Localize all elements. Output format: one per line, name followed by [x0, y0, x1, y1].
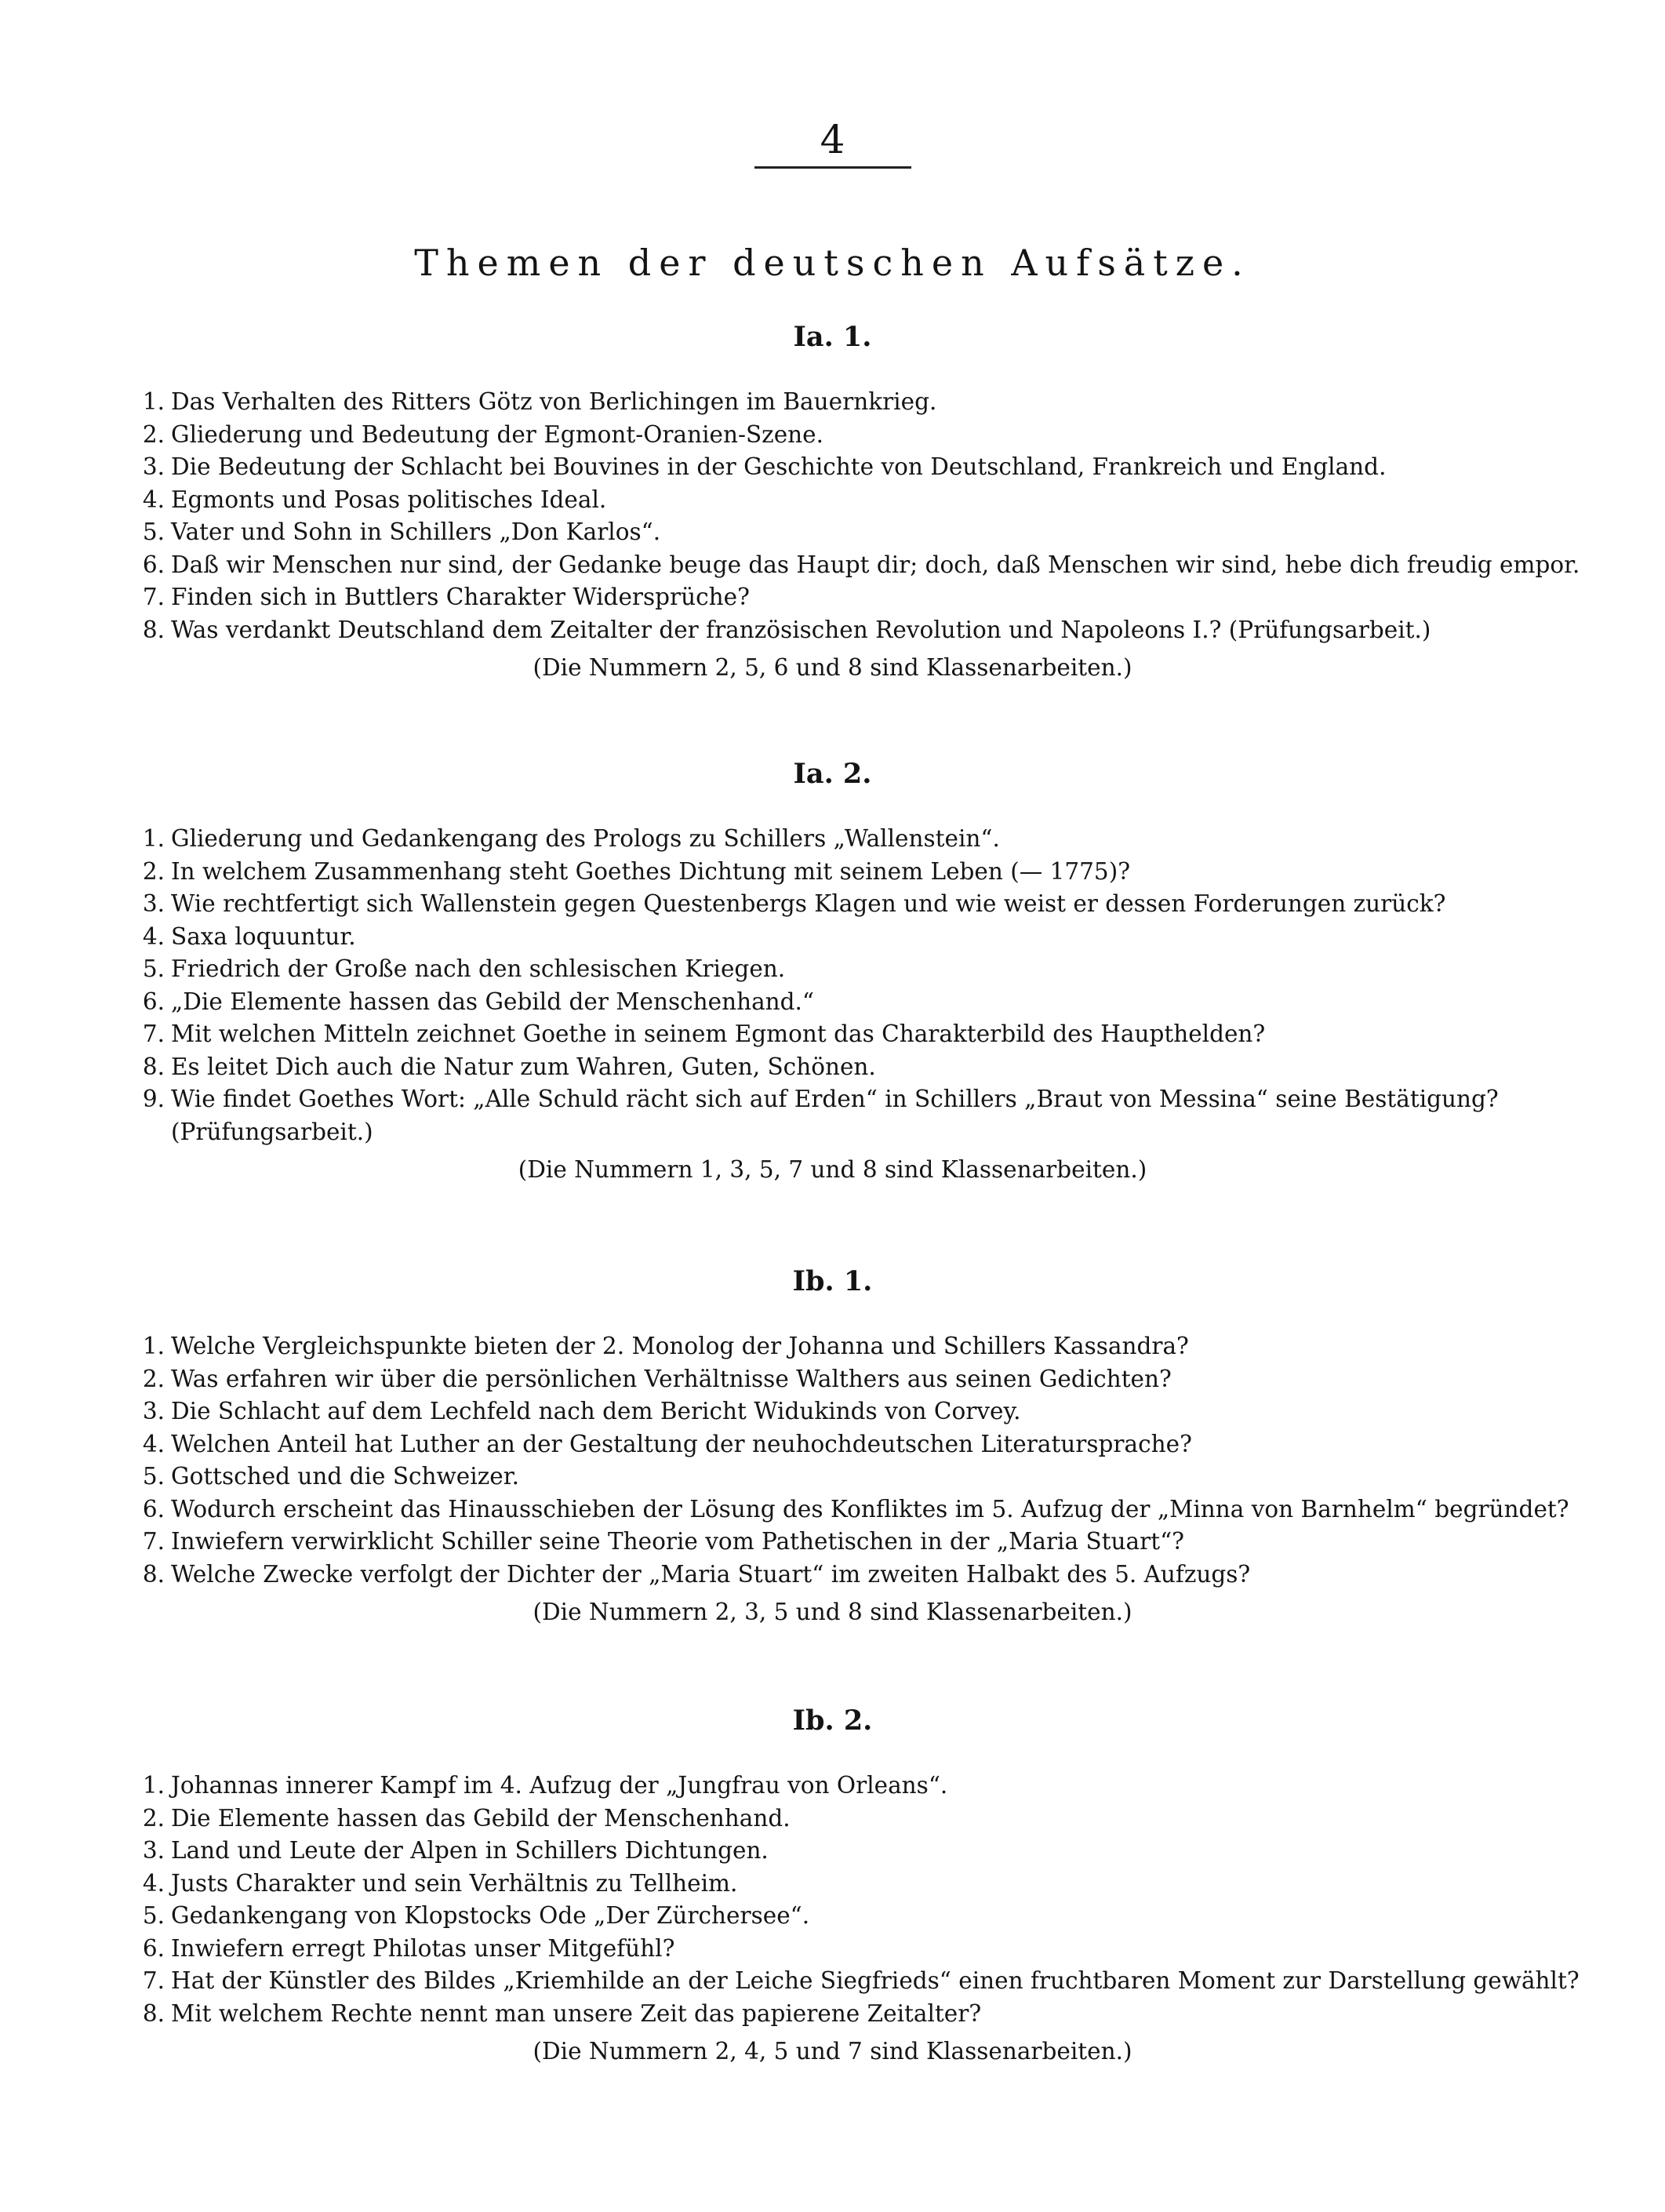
topic-number: 2.	[142, 1365, 165, 1392]
topic-text: Hat der Künstler des Bildes „Kriemhilde an der Leiche Siegfrieds“ einen fruchtbaren Moment zur Darstellung gewählt?	[171, 1967, 1580, 1994]
topic-list	[0, 386, 1665, 646]
topic-text: Johannas innerer Kampf im 4. Aufzug der „Jungfrau von Orleans“.	[171, 1772, 948, 1799]
topic-item	[0, 386, 1665, 419]
topic-text: Inwiefern erregt Philotas unser Mitgefühl?	[171, 1934, 675, 1962]
topic-number: 2.	[142, 1804, 165, 1832]
section-ib-1	[0, 1264, 1665, 1628]
topic-item	[0, 986, 1665, 1019]
topic-number: 3.	[142, 1398, 165, 1424]
topic-text: Wie findet Goethes Wort: „Alle Schuld rächt sich auf Erden“ in Schillers „Braut von Messina“ seine Bestätigung?	[171, 1086, 1499, 1112]
topic-number: 4.	[142, 486, 165, 513]
topic-number: 8.	[142, 1560, 165, 1588]
topic-text: Gedankengang von Klopstocks Ode „Der Zürchersee“.	[171, 1902, 810, 1929]
topic-text: Land und Leute der Alpen in Schillers Dichtungen.	[171, 1837, 769, 1864]
topic-item	[0, 1018, 1665, 1051]
topic-item	[0, 921, 1665, 954]
topic-item	[0, 888, 1665, 921]
topic-text-continuation: (Prüfungsarbeit.)	[171, 1118, 373, 1145]
topic-number: 3.	[142, 1837, 165, 1864]
topic-item	[0, 614, 1665, 647]
topic-list	[0, 1330, 1665, 1591]
topic-text: Was verdankt Deutschland dem Zeitalter der französischen Revolution und Napoleons I.? (Prüfungsarbeit.)	[171, 616, 1431, 643]
topic-number: 2.	[142, 420, 165, 448]
topic-list	[0, 823, 1665, 1148]
topic-number: 8.	[142, 1999, 165, 2027]
classwork-note: (Die Nummern 2, 4, 5 und 7 sind Klassenarbeiten.)	[533, 2038, 1132, 2065]
topic-number: 6.	[142, 1934, 165, 1962]
topic-number: 9.	[142, 1086, 165, 1112]
topic-item	[0, 1900, 1665, 1933]
topic-number: 5.	[142, 518, 165, 545]
topic-number: 1.	[142, 825, 165, 852]
topic-item	[0, 1395, 1665, 1428]
topic-text: Justs Charakter und sein Verhältnis zu Tellheim.	[171, 1869, 738, 1897]
topic-number: 1.	[142, 1772, 165, 1799]
topic-number: 4.	[142, 1430, 165, 1457]
topic-number: 5.	[142, 955, 165, 982]
topic-text: Es leitet Dich auch die Natur zum Wahren, Guten, Schönen.	[171, 1053, 876, 1080]
topic-item	[0, 451, 1665, 484]
topic-text: „Die Elemente hassen das Gebild der Menschenhand.“	[171, 988, 815, 1015]
topic-text: Welchen Anteil hat Luther an der Gestaltung der neuhochdeutschen Literatursprache?	[171, 1430, 1192, 1457]
topic-text: Was erfahren wir über die persönlichen Verhältnisse Walthers aus seinen Gedichten?	[171, 1365, 1172, 1392]
topic-text: Die Elemente hassen das Gebild der Menschenhand.	[171, 1804, 791, 1832]
topic-number: 4.	[142, 1869, 165, 1897]
topic-text: In welchem Zusammenhang steht Goethes Dichtung mit seinem Leben (— 1775)?	[171, 857, 1131, 885]
topic-number: 6.	[142, 988, 165, 1015]
section-ib-2	[0, 1704, 1665, 2068]
topic-number: 7.	[142, 1528, 165, 1555]
topic-number: 5.	[142, 1463, 165, 1490]
topic-number: 7.	[142, 584, 165, 610]
topic-item	[0, 1363, 1665, 1396]
topic-text: Friedrich der Große nach den schlesischen Kriegen.	[171, 955, 786, 982]
topic-number: 8.	[142, 616, 165, 643]
page-number: 4	[820, 117, 845, 162]
section-heading: Ib. 2.	[792, 1704, 873, 1737]
topic-item	[0, 1428, 1665, 1461]
topic-text: Saxa loquuntur.	[171, 922, 356, 950]
topic-text: Mit welchen Mitteln zeichnet Goethe in seinem Egmont das Charakterbild des Haupthelden?	[171, 1021, 1266, 1047]
page-number-rule	[754, 166, 911, 169]
topic-item	[0, 953, 1665, 986]
section-ia-1	[0, 320, 1665, 684]
topic-item	[0, 1330, 1665, 1363]
topic-text: Wodurch erscheint das Hinausschieben der Lösung des Konfliktes im 5. Aufzug der „Minna von Barnhelm“ begründet?	[171, 1495, 1569, 1523]
topic-item	[0, 1933, 1665, 1966]
topic-item	[0, 581, 1665, 614]
section-ia-2	[0, 757, 1665, 1186]
topic-item	[0, 1493, 1665, 1526]
topic-item	[0, 1083, 1665, 1148]
topic-number: 3.	[142, 453, 165, 480]
topic-number: 5.	[142, 1902, 165, 1929]
topic-item	[0, 1803, 1665, 1835]
topic-text: Gliederung und Bedeutung der Egmont-Oranien-Szene.	[171, 420, 824, 448]
page-title: Themen der deutschen Aufsätze.	[414, 242, 1251, 284]
topic-number: 7.	[142, 1021, 165, 1047]
topic-number: 7.	[142, 1967, 165, 1994]
topic-text: Gliederung und Gedankengang des Prologs zu Schillers „Wallenstein“.	[171, 825, 1000, 852]
topic-text: Wie rechtfertigt sich Wallenstein gegen Questenbergs Klagen und wie weist er dessen Forderungen zurück?	[171, 890, 1446, 917]
topic-text: Inwiefern verwirklicht Schiller seine Theorie vom Pathetischen in der „Maria Stuart“?	[171, 1528, 1184, 1555]
topic-text: Daß wir Menschen nur sind, der Gedanke beuge das Haupt dir; doch, daß Menschen wir sind, hebe dich freudig empor.	[171, 551, 1580, 578]
section-heading: Ib. 1.	[792, 1265, 873, 1297]
topic-item	[0, 419, 1665, 452]
topic-text: Das Verhalten des Ritters Götz von Berlichingen im Bauernkrieg.	[171, 388, 937, 415]
topic-number: 2.	[142, 857, 165, 885]
topic-item	[0, 1526, 1665, 1559]
topic-item	[0, 1998, 1665, 2031]
topic-item	[0, 1559, 1665, 1592]
topic-number: 1.	[142, 1333, 165, 1359]
topic-text: Finden sich in Buttlers Charakter Widersprüche?	[171, 584, 750, 610]
section-heading: Ia. 1.	[793, 321, 872, 353]
topic-item	[0, 1051, 1665, 1084]
topic-number: 1.	[142, 388, 165, 415]
topic-text: Welche Vergleichspunkte bieten der 2. Monolog der Johanna und Schillers Kassandra?	[171, 1333, 1189, 1359]
topic-number: 8.	[142, 1053, 165, 1080]
section-heading: Ia. 2.	[793, 758, 872, 790]
topic-text: Welche Zwecke verfolgt der Dichter der „Maria Stuart“ im zweiten Halbakt des 5. Aufzugs?	[171, 1560, 1251, 1588]
topic-item	[0, 856, 1665, 889]
topic-text: Vater und Sohn in Schillers „Don Karlos“.	[171, 518, 661, 545]
topic-number: 3.	[142, 890, 165, 917]
topic-text: Gottsched und die Schweizer.	[171, 1463, 519, 1490]
topic-number: 6.	[142, 1495, 165, 1523]
classwork-note: (Die Nummern 2, 3, 5 und 8 sind Klassenarbeiten.)	[533, 1599, 1132, 1625]
classwork-note: (Die Nummern 1, 3, 5, 7 und 8 sind Klassenarbeiten.)	[518, 1156, 1147, 1183]
topic-item	[0, 484, 1665, 517]
topic-item	[0, 516, 1665, 549]
topic-list	[0, 1770, 1665, 2030]
topic-text: Die Schlacht auf dem Lechfeld nach dem Bericht Widukinds von Corvey.	[171, 1398, 1021, 1424]
topic-text: Die Bedeutung der Schlacht bei Bouvines in der Geschichte von Deutschland, Frankreich und England.	[171, 453, 1387, 480]
topic-item	[0, 549, 1665, 582]
topic-text: Egmonts und Posas politisches Ideal.	[171, 486, 607, 513]
classwork-note: (Die Nummern 2, 5, 6 und 8 sind Klassenarbeiten.)	[533, 654, 1132, 681]
topic-item	[0, 1835, 1665, 1868]
topic-number: 6.	[142, 551, 165, 578]
topic-item	[0, 1461, 1665, 1493]
topic-number: 4.	[142, 922, 165, 950]
topic-item	[0, 823, 1665, 856]
topic-text: Mit welchem Rechte nennt man unsere Zeit das papierene Zeitalter?	[171, 1999, 982, 2027]
topic-item	[0, 1770, 1665, 1803]
topic-item	[0, 1965, 1665, 1998]
topic-item	[0, 1868, 1665, 1901]
